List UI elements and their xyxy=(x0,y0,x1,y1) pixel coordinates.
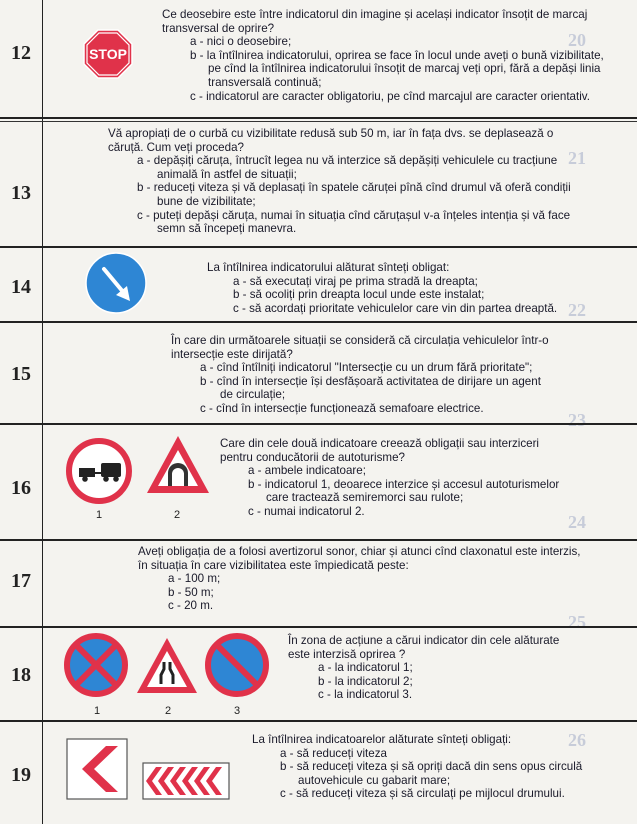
ghost-number: 25 xyxy=(568,612,586,632)
sharp-curve-chevron-sign-icon xyxy=(66,738,128,800)
question-text: Aveți obligația de a folosi avertizorul sonor, chiar și atunci cînd claxonatul este interzis, xyxy=(138,545,581,558)
ghost-number: 21 xyxy=(568,148,586,168)
answer-a: a - la indicatorul 1; xyxy=(318,661,413,675)
row-divider xyxy=(0,321,637,323)
answer-c-cont: semn să începeți manevra. xyxy=(157,222,297,236)
question-number: 14 xyxy=(11,276,31,298)
sign-caption: 1 xyxy=(96,509,103,521)
question-text: căruță. Cum veți proceda? xyxy=(108,140,244,154)
answer-b: b - la indicatorul 2; xyxy=(318,674,413,688)
answer-b: b - să reduceți viteza și să opriți dacă din sens opus circulă xyxy=(280,760,583,774)
sign-caption: 1 xyxy=(94,705,101,717)
answer-b: b - reduceți viteza și vă deplasați în spatele căruței pînă cînd drumul vă oferă condiții xyxy=(137,181,571,195)
stop-sign-text: STOP xyxy=(89,46,127,62)
ghost-number: 26 xyxy=(568,730,586,750)
answer-a: a - ambele indicatoare; xyxy=(248,464,366,478)
answer-b: b - cînd în intersecție își desfășoară activitatea de dirijare un agent xyxy=(200,374,541,388)
answer-c: c - la indicatorul 3. xyxy=(318,688,413,702)
no-parking-sign-icon xyxy=(205,633,269,697)
question-16 xyxy=(220,437,559,519)
question-number: 17 xyxy=(11,570,31,592)
question-14 xyxy=(207,261,557,315)
question-text: În care din următoarele situații se consideră că circulația vehiculelor într-o xyxy=(171,334,549,347)
answer-c: c - puteți depăși căruța, numai în situația cînd căruțașul v-a înțeles intenția și vă face xyxy=(137,208,571,222)
sign-caption: 2 xyxy=(165,705,172,717)
question-17 xyxy=(138,545,581,613)
answer-b: b - 50 m; xyxy=(168,585,214,599)
question-15 xyxy=(171,334,549,416)
row-divider xyxy=(0,539,637,541)
answer-b-cont: care tractează semiremorci sau rulote; xyxy=(266,491,464,505)
chevron-board-sign-icon xyxy=(142,762,230,800)
question-text: În zona de acțiune a cărui indicator din cele alăturate xyxy=(288,634,560,647)
row-divider xyxy=(0,423,637,425)
question-19 xyxy=(252,733,582,801)
row-divider xyxy=(0,117,637,119)
answer-c: c - cînd în intersecție funcționează semafoare electrice. xyxy=(200,401,484,415)
answer-c: c - numai indicatorul 2. xyxy=(248,504,365,518)
answer-c: c - 20 m. xyxy=(168,599,214,613)
question-text: intersecție este dirijată? xyxy=(171,347,293,361)
question-text: în situația în care vizibilitatea este împiedicată peste: xyxy=(138,558,409,572)
answer-a: a - nici o deosebire; xyxy=(190,35,292,49)
ghost-number: 20 xyxy=(568,30,586,50)
answer-c: c - să reduceți viteza și să circulați pe mijlocul drumului. xyxy=(280,787,565,801)
question-text: La întîlnirea indicatoarelor alăturate sînteți obligați: xyxy=(252,733,512,746)
question-text: este interzisă oprirea ? xyxy=(288,647,406,661)
question-number: 19 xyxy=(11,764,31,786)
question-text: Care din cele două indicatoare creează obligații sau interziceri xyxy=(220,437,540,450)
ghost-number: 23 xyxy=(568,410,586,430)
answer-b-cont: bune de vizibilitate; xyxy=(157,194,256,208)
answer-a: a - 100 m; xyxy=(168,572,221,586)
question-number: 15 xyxy=(11,363,31,385)
row-divider xyxy=(0,626,637,628)
question-text: Vă apropiați de o curbă cu vizibilitate redusă sub 50 m, iar în fața dvs. se deplasează o xyxy=(108,127,554,140)
tunnel-warning-sign-icon xyxy=(144,433,212,497)
row-divider xyxy=(0,246,637,248)
answer-b: b - la întîlnirea indicatorului, oprirea se face în locul unde aveți o bună vizibilitate, xyxy=(190,48,604,62)
answer-b-cont: autovehicule cu gabarit mare; xyxy=(298,773,451,787)
row-divider xyxy=(0,720,637,722)
answer-a-cont: animală în astfel de situații; xyxy=(157,167,297,181)
question-text: transversal de oprire? xyxy=(162,21,275,35)
sign-caption: 2 xyxy=(174,509,181,521)
ghost-number: 24 xyxy=(568,512,586,532)
no-stopping-sign-icon xyxy=(64,633,128,697)
row-divider xyxy=(0,121,637,122)
answer-b-cont: de circulație; xyxy=(220,388,286,402)
question-number: 13 xyxy=(11,182,31,204)
question-number: 18 xyxy=(11,664,31,686)
sign-caption: 3 xyxy=(234,705,241,717)
answer-a: a - să reduceți viteza xyxy=(280,746,387,760)
question-18 xyxy=(288,634,559,702)
question-number: 16 xyxy=(11,477,31,499)
no-trailers-sign-icon xyxy=(66,438,132,504)
keep-right-sign-icon xyxy=(84,251,148,315)
ghost-number: 22 xyxy=(568,300,586,320)
question-number: 12 xyxy=(11,42,31,64)
question-text: La întîlnirea indicatorului alăturat sînteți obligat: xyxy=(207,261,450,274)
answer-b: b - indicatorul 1, deoarece interzice și accesul autoturismelor xyxy=(248,477,560,491)
stop-sign-icon xyxy=(82,28,134,80)
number-column xyxy=(0,0,43,824)
question-text: Ce deosebire este între indicatorul din imagine și același indicator însoțit de marcaj xyxy=(162,8,588,21)
question-12 xyxy=(162,8,604,103)
answer-a: a - cînd întîlniți indicatorul "Intersecție cu un drum fără prioritate"; xyxy=(200,361,533,375)
answer-c: c - să acordați prioritate vehiculelor care vin din partea dreaptă. xyxy=(233,301,558,315)
question-text: pentru conducătorii de autoturisme? xyxy=(220,450,405,464)
answer-b-cont: pe cînd la întîlnirea indicatorului însoțit de marcaj veți opri, fără a depăși linia xyxy=(208,62,601,76)
road-narrows-sign-icon xyxy=(134,635,200,697)
answer-b: b - să ocoliți prin dreapta locul unde este instalat; xyxy=(233,288,485,302)
answer-b-cont: transversală continuă; xyxy=(208,75,322,89)
question-13 xyxy=(108,127,571,236)
answer-a: a - să executați viraj pe prima stradă la dreapta; xyxy=(233,274,478,288)
answer-c: c - indicatorul are caracter obligatoriu, pe cînd marcajul are caracter orientativ. xyxy=(190,89,590,103)
answer-a: a - depășiți căruța, întrucît legea nu vă interzice să depășiți vehiculele cu tracțiune xyxy=(137,154,558,168)
